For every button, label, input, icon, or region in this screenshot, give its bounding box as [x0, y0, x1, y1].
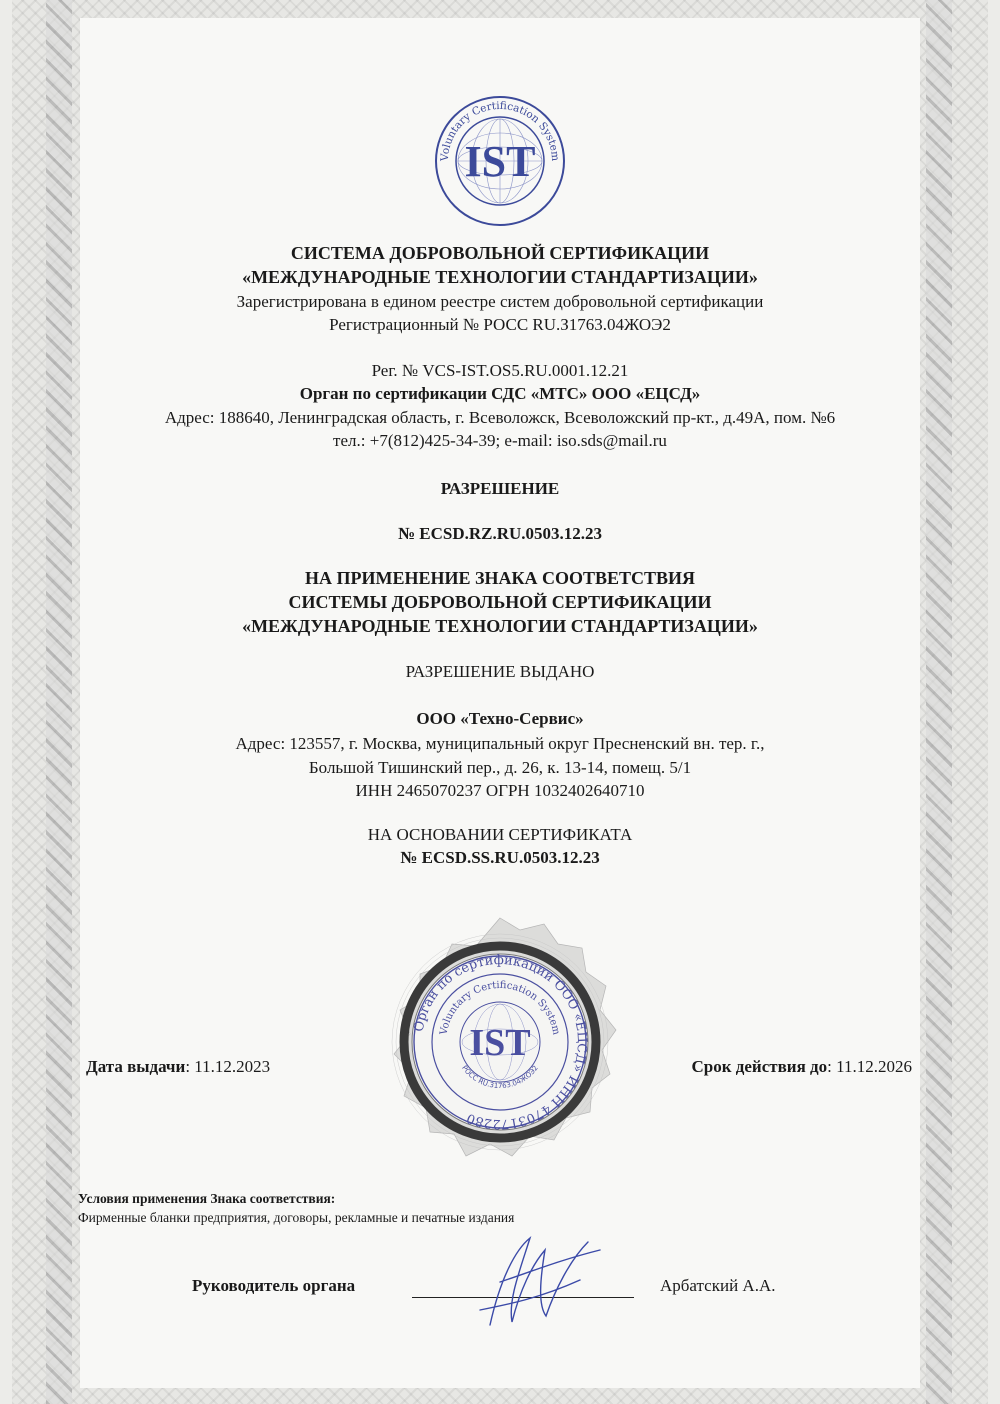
org-contacts: тел.: +7(812)425-34-39; e-mail: iso.sds@mail.ru — [333, 431, 667, 450]
expiry-date-value: : 11.12.2026 — [827, 1057, 912, 1076]
official-seal-icon — [370, 912, 630, 1172]
permit-subject-line2: СИСТЕМЫ ДОБРОВОЛЬНОЙ СЕРТИФИКАЦИИ — [288, 592, 712, 612]
issue-date-value: : 11.12.2023 — [185, 1057, 271, 1076]
org-name: Орган по сертификации СДС «МТС» ООО «ЕЦСД» — [299, 384, 701, 403]
seal-inner-text: Voluntary Certification System — [438, 979, 562, 1036]
permit-number: № ECSD.RZ.RU.0503.12.23 — [397, 524, 603, 543]
org-reg-number: Рег. № VCS-IST.OS5.RU.0001.12.21 — [371, 361, 629, 380]
seal-ring-text: Орган по сертификации ООО «ЕЦСД» ИНН 4703172280 — [411, 952, 590, 1132]
holder-name: ООО «Техно-Сервис» — [416, 709, 584, 728]
basis-label: НА ОСНОВАНИИ СЕРТИФИКАТА — [367, 825, 633, 844]
registry-statement: Зарегистрирована в едином реестре систем добровольной сертификации — [236, 292, 764, 311]
handwritten-signature-icon — [460, 1220, 610, 1340]
registration-number: Регистрационный № РОСС RU.З1763.04ЖОЭ2 — [329, 315, 671, 334]
usage-conditions — [78, 1189, 514, 1227]
permit-subject-line1: НА ПРИМЕНЕНИЕ ЗНАКА СООТВЕТСТВИЯ — [304, 568, 696, 588]
expiry-date-label: Срок действия до — [691, 1057, 828, 1076]
conditions-text: Фирменные бланки предприятия, договоры, рекламные и печатные издания — [78, 1210, 515, 1225]
basis-certificate-number: № ECSD.SS.RU.0503.12.23 — [400, 848, 600, 867]
signatory-name: Арбатский А.А. — [660, 1276, 776, 1295]
logo-ring-text: Voluntary Certification System — [438, 99, 562, 162]
left-ornament-border — [46, 0, 72, 1404]
holder-ids: ИНН 2465070237 ОГРН 1032402640710 — [355, 781, 645, 800]
issue-date — [86, 1057, 270, 1077]
seal-bottom-text: РОСС RU.31763.04ЖОЭ2 — [460, 1064, 540, 1091]
system-title-line1: СИСТЕМА ДОБРОВОЛЬНОЙ СЕРТИФИКАЦИИ — [290, 243, 710, 263]
permit-issued-label: РАЗРЕШЕНИЕ ВЫДАНО — [405, 662, 595, 681]
holder-address-line1: Адрес: 123557, г. Москва, муниципальный округ Пресненский вн. тер. г., — [235, 734, 765, 753]
permit-title: РАЗРЕШЕНИЕ — [440, 479, 560, 498]
issue-date-label: Дата выдачи — [86, 1057, 186, 1076]
expiry-date — [692, 1057, 912, 1077]
ist-logo-icon — [433, 94, 567, 228]
permit-subject-line3: «МЕЖДУНАРОДНЫЕ ТЕХНОЛОГИИ СТАНДАРТИЗАЦИИ» — [242, 616, 758, 636]
logo-monogram: IST — [464, 137, 536, 186]
signatory-role: Руководитель органа — [192, 1276, 356, 1295]
org-address: Адрес: 188640, Ленинградская область, г. Всеволожск, Всеволожский пр-кт., д.49А, пом. №6 — [164, 408, 836, 427]
system-title-line2: «МЕЖДУНАРОДНЫЕ ТЕХНОЛОГИИ СТАНДАРТИЗАЦИИ» — [242, 267, 758, 287]
holder-address-line2: Большой Тишинский пер., д. 26, к. 13-14, помещ. 5/1 — [308, 758, 692, 777]
seal-monogram: IST — [469, 1022, 531, 1064]
conditions-title: Условия применения Знака соответствия: — [78, 1191, 336, 1206]
right-ornament-border — [926, 0, 952, 1404]
